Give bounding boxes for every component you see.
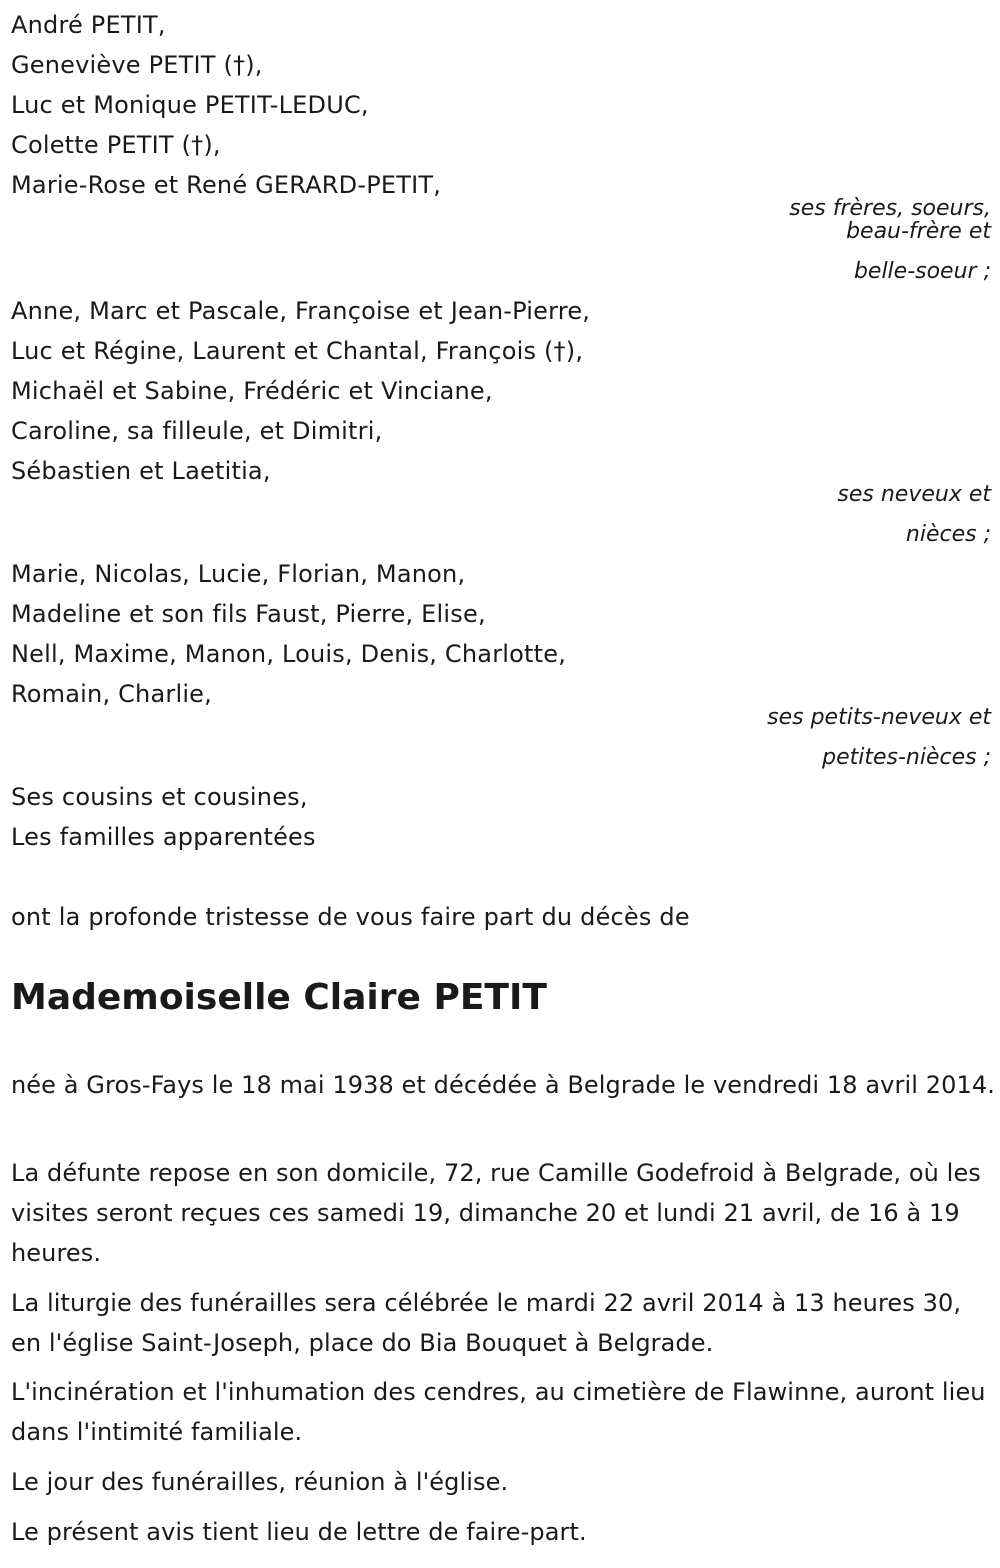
nephew-line: Michaël et Sabine, Frédéric et Vinciane, <box>11 377 493 405</box>
grandnephew-line: Romain, Charlie, <box>11 680 212 708</box>
liturgy-paragraph: La liturgie des funérailles sera célébrée le mardi 22 avril 2014 à 13 heures 30, en l'église Saint-Joseph, place do Bia Bouquet à Belgrade. <box>11 1289 962 1357</box>
grandnephew-line: Madeline et son fils Faust, Pierre, Elise, <box>11 600 486 628</box>
meeting-paragraph: Le jour des funérailles, réunion à l'église. <box>11 1468 509 1496</box>
relation-label: nièces ; <box>905 522 991 547</box>
cremation-paragraph: L'incinération et l'inhumation des cendres, au cimetière de Flawinne, auront lieu dans l'intimité familiale. <box>11 1378 986 1446</box>
relation-label: petites-nièces ; <box>822 745 991 770</box>
relation-label: beau-frère et <box>846 219 991 244</box>
sibling-line: André PETIT, <box>11 11 166 39</box>
relation-label: ses neveux et <box>837 482 991 507</box>
visitation-paragraph: La défunte repose en son domicile, 72, rue Camille Godefroid à Belgrade, où les visites seront reçues ces samedi 19, dimanche 20 et lundi 21 avril, de 16 à 19 heures. <box>11 1159 981 1267</box>
sibling-line: Luc et Monique PETIT-LEDUC, <box>11 91 369 119</box>
relation-label: belle-soeur ; <box>853 259 991 284</box>
nephew-line: Luc et Régine, Laurent et Chantal, François (†), <box>11 337 584 365</box>
sibling-line: Geneviève PETIT (†), <box>11 51 263 79</box>
announcement-text: ont la profonde tristesse de vous faire part du décès de <box>11 903 690 931</box>
grandnephew-line: Marie, Nicolas, Lucie, Florian, Manon, <box>11 560 466 588</box>
family-line: Les familles apparentées <box>11 823 316 851</box>
grandnephew-line: Nell, Maxime, Manon, Louis, Denis, Charlotte, <box>11 640 567 668</box>
nephew-line: Anne, Marc et Pascale, Françoise et Jean-Pierre, <box>11 297 591 325</box>
notice-paragraph: Le présent avis tient lieu de lettre de faire-part. <box>11 1518 587 1546</box>
deceased-name: Mademoiselle Claire PETIT <box>11 977 547 1018</box>
nephew-line: Sébastien et Laetitia, <box>11 457 271 485</box>
family-line: Ses cousins et cousines, <box>11 783 308 811</box>
nephew-line: Caroline, sa filleule, et Dimitri, <box>11 417 383 445</box>
sibling-line: Colette PETIT (†), <box>11 131 221 159</box>
relation-label: ses frères, soeurs, <box>789 196 991 221</box>
relation-label: ses petits-neveux et <box>767 705 991 730</box>
sibling-line: Marie-Rose et René GERARD-PETIT, <box>11 171 442 199</box>
birth-death-paragraph: née à Gros-Fays le 18 mai 1938 et décédée à Belgrade le vendredi 18 avril 2014. <box>11 1071 995 1099</box>
